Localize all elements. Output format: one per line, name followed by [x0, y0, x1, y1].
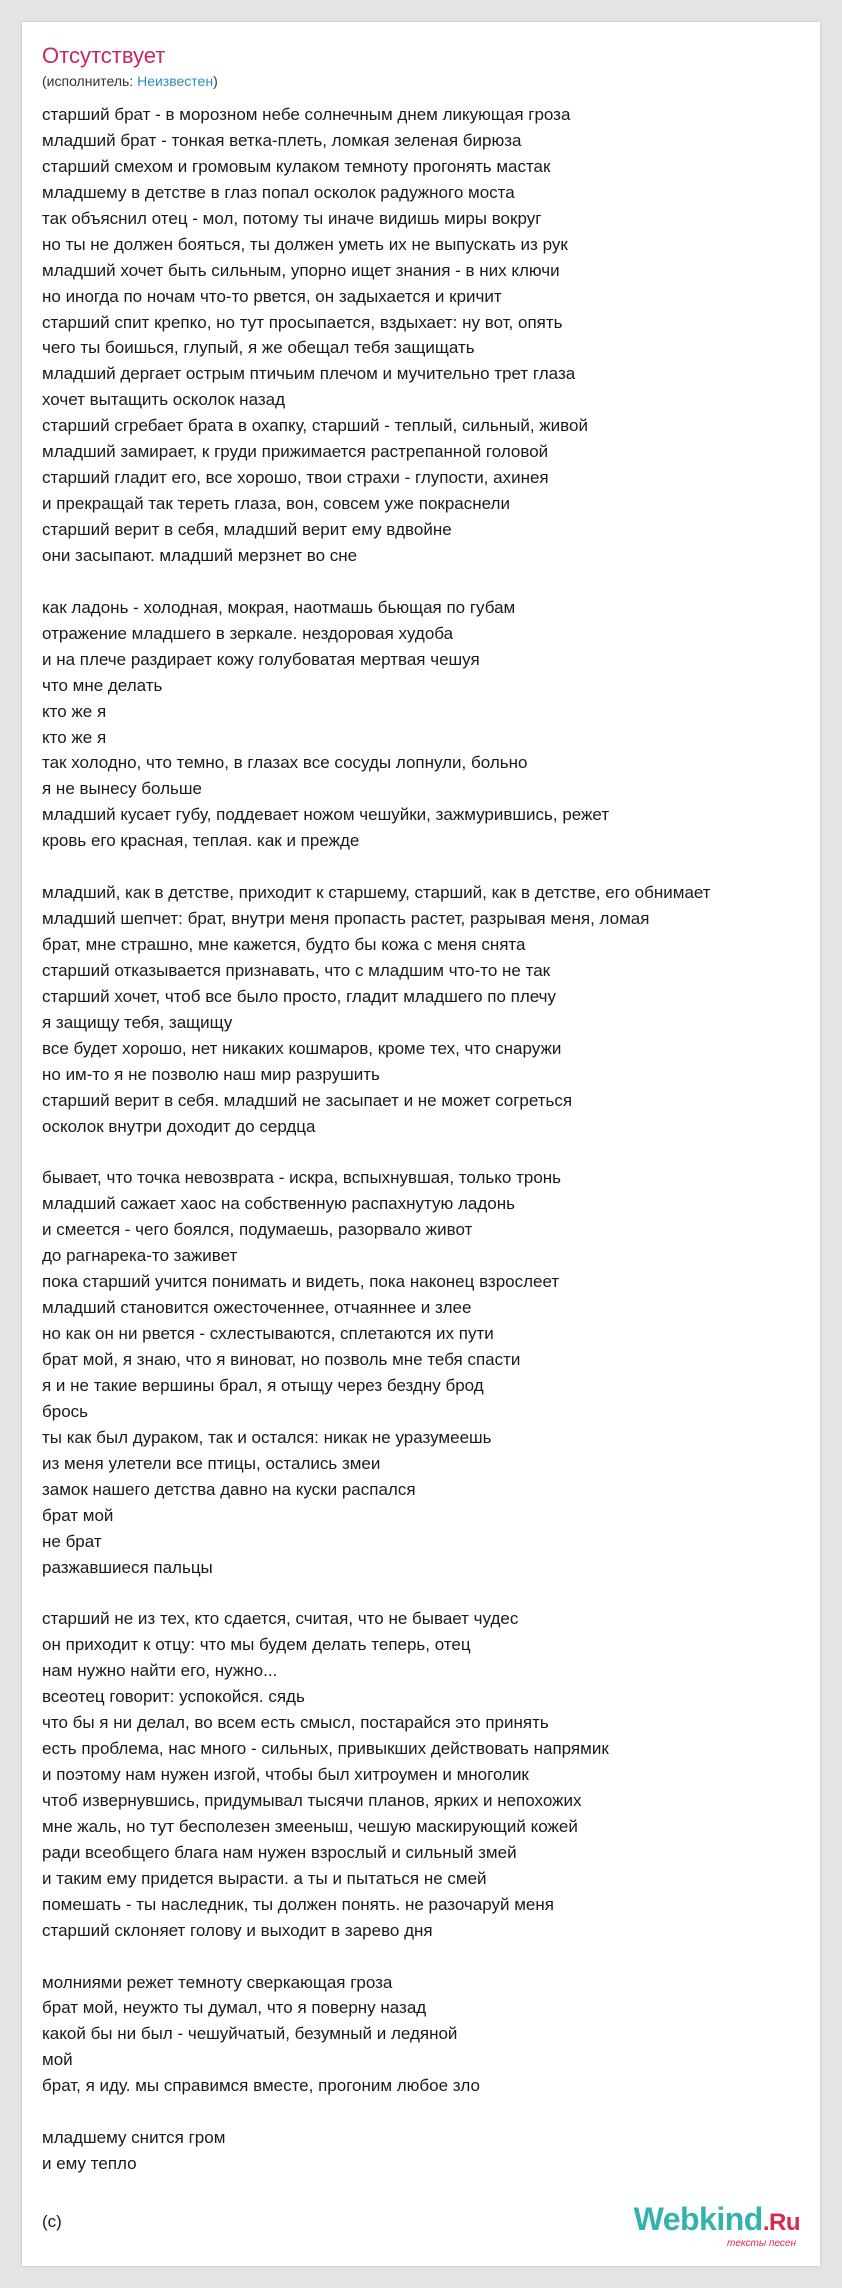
lyric-line: и на плече раздирает кожу голубоватая мертвая чешуя: [42, 649, 480, 669]
lyric-line: младший брат - тонкая ветка-плеть, ломкая зеленая бирюза: [42, 130, 522, 150]
lyric-line: как ладонь - холодная, мокрая, наотмашь бьющая по губам: [42, 597, 516, 617]
lyric-line: брат мой, неужто ты думал, что я поверну назад: [42, 1998, 427, 2018]
lyric-line: осколок внутри доходит до сердца: [42, 1116, 316, 1136]
lyric-line: и ему тепло: [42, 2154, 137, 2174]
lyric-line: кровь его красная, теплая. как и прежде: [42, 831, 360, 851]
lyric-line: младший хочет быть сильным, упорно ищет знания - в них ключи: [42, 260, 560, 280]
performer-prefix: (исполнитель:: [42, 73, 138, 89]
lyric-line: но им-то я не позволю наш мир разрушить: [42, 1064, 380, 1084]
lyric-line: и таким ему придется вырасти. а ты и пытаться не смей: [42, 1868, 487, 1888]
lyric-line: но ты не должен бояться, ты должен уметь их не выпускать из рук: [42, 234, 568, 254]
lyric-line: старший верит в себя, младший верит ему вдвойне: [42, 520, 452, 539]
lyric-line: нам нужно найти его, нужно...: [42, 1661, 278, 1681]
lyric-line: ты как был дураком, так и остался: никак не уразумеешь: [42, 1427, 492, 1447]
lyric-line: ради всеобщего блага нам нужен взрослый и сильный змей: [42, 1842, 517, 1862]
copyright-mark: (c): [42, 2212, 62, 2231]
lyric-line: и поэтому нам нужен изгой, чтобы был хитроумен и многолик: [42, 1765, 529, 1784]
lyric-line: из меня улетели все птицы, остались змеи: [42, 1453, 381, 1473]
webkind-logo[interactable]: [634, 2202, 800, 2249]
lyric-line: что бы я ни делал, во всем есть смысл, постарайся это принять: [42, 1713, 549, 1733]
performer-suffix: ): [213, 73, 218, 89]
lyric-line: старший не из тех, кто сдается, считая, что не бывает чудес: [42, 1609, 519, 1629]
lyric-line: старший брат - в морозном небе солнечным днем ликующая гроза: [42, 105, 571, 124]
lyric-line: брат, я иду. мы справимся вместе, прогоним любое зло: [42, 2076, 480, 2096]
stanza-break: [42, 1580, 820, 1606]
lyric-line: младший замирает, к груди прижимается растрепанной головой: [42, 442, 549, 462]
lyric-line: разжавшиеся пальцы: [42, 1557, 213, 1577]
logo-main-text: Webkind: [633, 2201, 763, 2237]
logo-tagline: тексты песен: [727, 2238, 796, 2249]
lyric-line: чтоб извернувшись, придумывал тысячи планов, ярких и непохожих: [42, 1790, 582, 1810]
lyric-line: брось: [42, 1401, 89, 1421]
lyric-line: бывает, что точка невозврата - искра, вспыхнувшая, только тронь: [42, 1168, 562, 1188]
stanza-break: [42, 2099, 820, 2125]
lyric-line: но как он ни рвется - схлестываются, сплетаются их пути: [42, 1324, 494, 1344]
lyric-line: есть проблема, нас много - сильных, привыкших действовать напрямик: [42, 1739, 609, 1759]
lyric-line: не брат: [42, 1531, 102, 1551]
lyric-line: старший склоняет голову и выходит в зарево дня: [42, 1920, 433, 1940]
stanza-break: [42, 569, 820, 595]
lyric-line: старший гладит его, все хорошо, твои страхи - глупости, ахинея: [42, 468, 549, 488]
lyric-line: старший спит крепко, но тут просыпается, вздыхает: ну вот, опять: [42, 312, 563, 332]
lyric-line: старший сгребает брата в охапку, старший - теплый, сильный, живой: [42, 416, 588, 436]
lyric-line: я и не такие вершины брал, я отыщу через бездну брод: [42, 1375, 484, 1395]
performer-line: [42, 72, 218, 90]
lyric-line: старший отказывается признавать, что с младшим что-то не так: [42, 960, 551, 980]
lyric-line: младшему снится гром: [42, 2128, 226, 2148]
lyric-line: пока старший учится понимать и видеть, пока наконец взрослеет: [42, 1272, 560, 1292]
stanza-break: [42, 854, 820, 880]
lyric-line: младшему в детстве в глаз попал осколок радужного моста: [42, 182, 515, 202]
song-title: Отсутствует: [42, 43, 166, 68]
lyric-line: младший шепчет: брат, внутри меня пропасть растет, разрывая меня, ломая: [42, 909, 650, 929]
lyric-line: кто же я: [42, 701, 107, 721]
lyric-line: замок нашего детства давно на куски распался: [42, 1479, 416, 1499]
lyric-line: так объяснил отец - мол, потому ты иначе видишь миры вокруг: [42, 208, 542, 228]
lyric-line: так холодно, что темно, в глазах все сосуды лопнули, больно: [42, 753, 528, 773]
lyric-line: я не вынесу больше: [42, 779, 202, 799]
lyric-line: до рагнарека-то заживет: [42, 1246, 238, 1266]
lyric-line: старший верит в себя. младший не засыпает и не может согреться: [42, 1090, 573, 1110]
lyric-line: младший дергает острым птичьим плечом и мучительно трет глаза: [42, 364, 576, 384]
lyric-line: брат мой, я знаю, что я виноват, но позволь мне тебя спасти: [42, 1350, 521, 1369]
lyric-line: старший смехом и громовым кулаком темноту прогонять мастак: [42, 156, 551, 176]
lyric-line: хочет вытащить осколок назад: [42, 390, 286, 410]
lyric-line: младший, как в детстве, приходит к старшему, старший, как в детстве, его обнимает: [42, 883, 711, 903]
lyric-line: он приходит к отцу: что мы будем делать теперь, отец: [42, 1635, 471, 1655]
lyric-line: и смеется - чего боялся, подумаешь, разорвало живот: [42, 1220, 473, 1240]
lyric-line: мне жаль, но тут бесполезен змееныш, чешую маскирующий кожей: [42, 1816, 578, 1836]
logo-wordmark: [634, 2202, 800, 2240]
lyric-line: что мне делать: [42, 675, 163, 695]
lyric-line: все будет хорошо, нет никаких кошмаров, кроме тех, что снаружи: [42, 1038, 562, 1058]
lyric-line: чего ты боишься, глупый, я же обещал тебя защищать: [42, 338, 475, 358]
lyric-line: отражение младшего в зеркале. нездоровая худоба: [42, 623, 454, 643]
lyric-line: всеотец говорит: успокойся. сядь: [42, 1687, 305, 1707]
lyric-line: и прекращай так тереть глаза, вон, совсем уже покраснели: [42, 494, 510, 514]
lyric-line: помешать - ты наследник, ты должен понять. не разочаруй меня: [42, 1894, 554, 1914]
lyric-line: младший становится ожесточеннее, отчаяннее и злее: [42, 1298, 472, 1318]
lyric-line: но иногда по ночам что-то рвется, он задыхается и кричит: [42, 286, 502, 306]
lyric-line: я защищу тебя, защищу: [42, 1012, 233, 1032]
lyric-line: брат, мне страшно, мне кажется, будто бы кожа с меня снята: [42, 935, 526, 954]
lyric-line: младший сажает хаос на собственную распахнутую ладонь: [42, 1194, 515, 1214]
lyric-line: они засыпают. младший мерзнет во сне: [42, 545, 358, 565]
lyric-line: мой: [42, 2050, 73, 2070]
lyric-line: брат мой: [42, 1505, 114, 1525]
lyrics-page: [22, 22, 820, 2266]
lyric-line: старший хочет, чтоб все было просто, гладит младшего по плечу: [42, 986, 557, 1006]
stanza-break: [42, 1944, 820, 1970]
stanza-break: [42, 1140, 820, 1166]
lyric-line: молниями режет темноту сверкающая гроза: [42, 1972, 393, 1992]
lyric-line: кто же я: [42, 727, 107, 747]
logo-tld: .Ru: [762, 2209, 800, 2236]
lyrics-body: [42, 102, 820, 2177]
lyric-line: младший кусает губу, поддевает ножом чешуйки, зажмурившись, режет: [42, 805, 610, 825]
performer-link[interactable]: Неизвестен: [137, 73, 214, 89]
lyric-line: какой бы ни был - чешуйчатый, безумный и ледяной: [42, 2024, 458, 2044]
